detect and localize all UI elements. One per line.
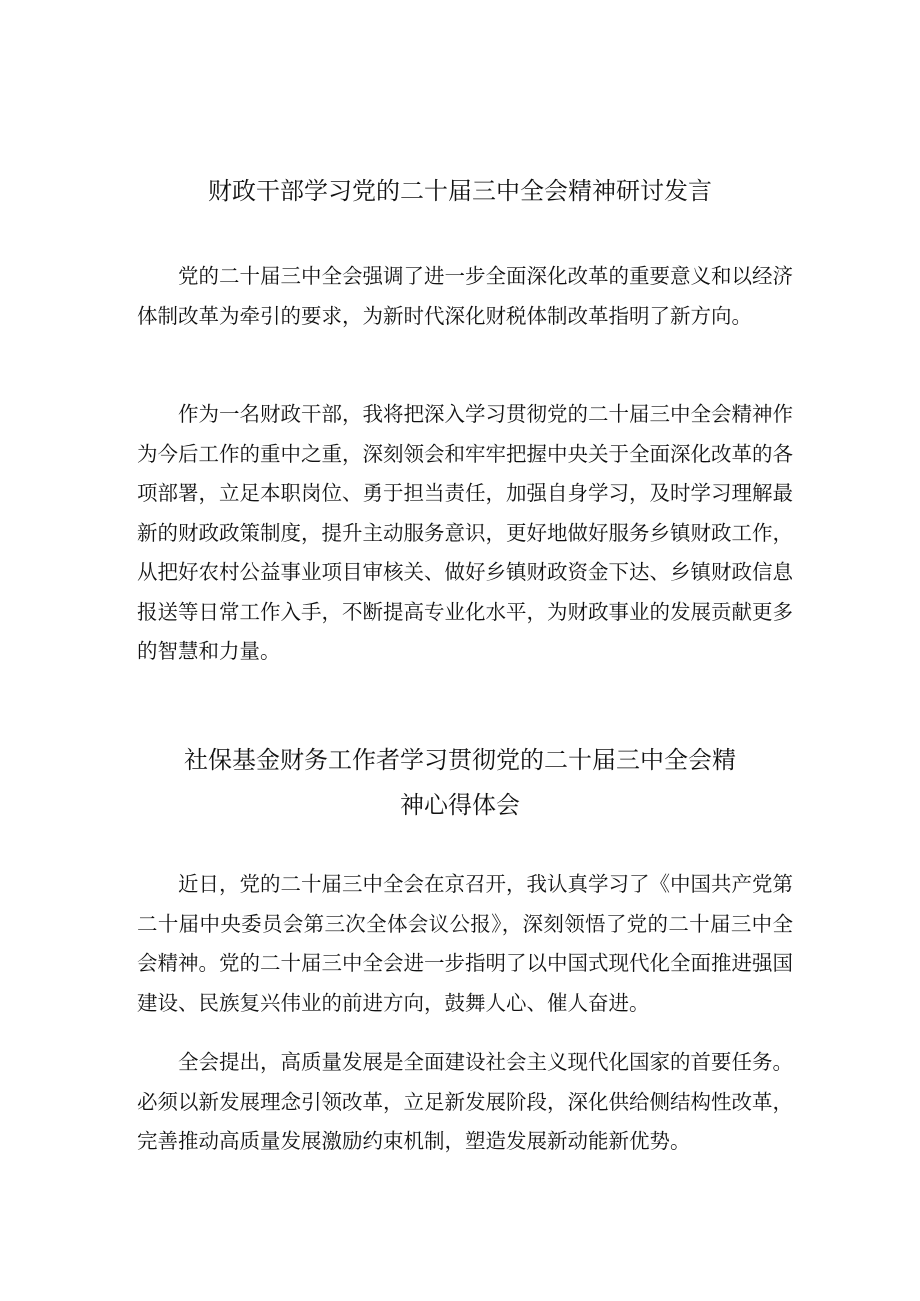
section2-title-line-1: 社保基金财务工作者学习贯彻党的二十届三中全会精 (184, 746, 736, 774)
section1-paragraph-2: 作为一名财政干部，我将把深入学习贯彻党的二十届三中全会精神作为今后工作的重中之重，深刻领会和牢牢把握中央关于全面深化改革的各项部署，立足本职岗位、勇于担当责任，加强自身学习，及时学习理解最新的财政政策制度，提升主动服务意识，更好地做好服务乡镇财政工作，从把好农村公益事业项目审核关、做好乡镇财政资金下达、乡镇财政信息报送等日常工作入手，不断提高专业化水平，为财政事业的发展贡献更多的智慧和力量。 (137, 402, 793, 663)
section2-paragraph-1: 近日，党的二十届三中全会在京召开，我认真学习了《中国共产党第二十届中央委员会第三次全体会议公报》，深刻领悟了党的二十届三中全会精神。党的二十届三中全会进一步指明了以中国式现代化全面推进强国建设、民族复兴伟业的前进方向，鼓舞人心、催人奋进。 (137, 872, 793, 1015)
section2-title-line-2: 神心得体会 (400, 791, 520, 819)
section2-paragraph-2: 全会提出，高质量发展是全面建设社会主义现代化国家的首要任务。必须以新发展理念引领改革，立足新发展阶段，深化供给侧结构性改革，完善推动高质量发展激励约束机制，塑造发展新动能新优势。 (137, 1050, 793, 1153)
section2-title (120, 738, 800, 828)
section1-paragraph-1: 党的二十届三中全会强调了进一步全面深化改革的重要意义和以经济体制改革为牵引的要求，为新时代深化财税体制改革指明了新方向。 (137, 264, 793, 328)
section1-title: 财政干部学习党的二十届三中全会精神研讨发言 (208, 177, 712, 205)
